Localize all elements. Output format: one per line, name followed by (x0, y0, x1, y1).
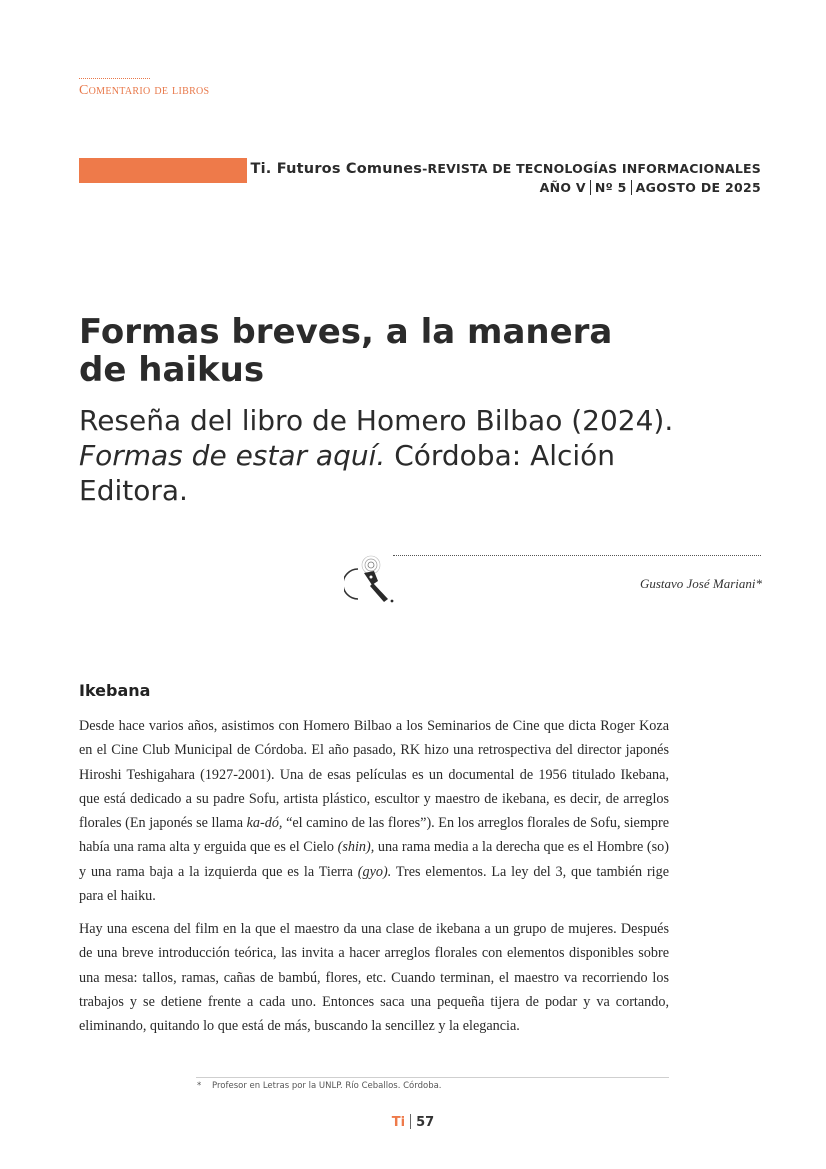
paragraph-2: Hay una escena del film en la que el maestro da una clase de ikebana a un grupo de mujeres. Después de una breve introducción teórica, las invita a hacer arreglos florales con elementos disponibles sobre una mesa: tallos, ramas, cañas de bambú, flores, etc. Cuando terminan, el maestro va recorriendo los trabajos y se detiene frente a cada uno. Entonces saca una pequeña tijera de podar y va cortando, eliminando, quitando lo que está de más, buscando la sencillez y la elegancia. (79, 921, 669, 1035)
issue-year: AÑO V (539, 180, 586, 195)
footnote-marker: * (197, 1081, 202, 1091)
section-label-rule (79, 78, 150, 79)
section-heading: Ikebana (79, 681, 151, 700)
journal-abbr: Ti (391, 1115, 406, 1130)
journal-name: Ti. Futuros Comunes (250, 161, 423, 177)
subtitle-book-title: Formas de estar aquí. (79, 439, 386, 472)
paragraph-1 (79, 714, 669, 908)
fountain-pen-icon (344, 555, 396, 605)
journal-title-line (251, 161, 761, 177)
separator (631, 180, 632, 195)
separator (590, 180, 591, 195)
issue-info (251, 180, 761, 195)
journal-tagline: -REVISTA DE TECNOLOGÍAS INFORMACIONALES (422, 161, 761, 176)
paragraph-1-italic: ka-dó, (246, 815, 283, 832)
author-rule (393, 555, 761, 556)
accent-bar (79, 158, 247, 183)
footnote-rule (196, 1077, 669, 1078)
author-name: Gustavo José Mariani* (639, 576, 762, 591)
page-number: 57 (416, 1115, 435, 1130)
paragraph-1-italic: (shin), (337, 839, 375, 856)
journal-header (251, 161, 761, 195)
paragraph-1-italic: (gyo). (357, 863, 392, 880)
article-title: Formas breves, a la manera de haikus (79, 312, 613, 390)
article-subtitle (79, 403, 719, 508)
paragraph-1-text: una rama media a la derecha que es el Hombre (so) y una rama baja a la izquierda que es la Tierra (79, 839, 669, 880)
paragraph-1-text: “el camino de las flores”). En los arreglos florales de Sofu, siempre había una rama alta y erguida que es el Cielo (79, 815, 669, 856)
footnote (197, 1081, 442, 1091)
paragraph-1-text: Tres elementos. La ley del 3, que también rige para el haiku. (79, 863, 670, 905)
section-label: Comentario de libros (79, 83, 210, 98)
subtitle-part-2: Córdoba: Alción Editora. (79, 439, 616, 507)
issue-number: Nº 5 (594, 180, 627, 195)
footnote-text: Profesor en Letras por la UNLP. Río Ceballos. Córdoba. (212, 1081, 442, 1091)
paragraph-1-text: Desde hace varios años, asistimos con Homero Bilbao a los Seminarios de Cine que dicta Roger Koza en el Cine Club Municipal de Córdoba. El año pasado, RK hizo una retrospectiva del director japonés Hiroshi Teshigahara (1927-2001). Una de esas películas es un documental de 1956 titulado Ikebana, que está dedicado a su padre Sofu, artista plástico, escultor y maestro de ikebana, es decir, de arreglos florales (En japonés se llama (79, 718, 669, 832)
issue-date: AGOSTO DE 2025 (635, 180, 761, 195)
separator (410, 1114, 411, 1129)
page-footer (0, 1114, 826, 1130)
subtitle-part-1: Reseña del libro de Homero Bilbao (2024). (79, 404, 674, 437)
